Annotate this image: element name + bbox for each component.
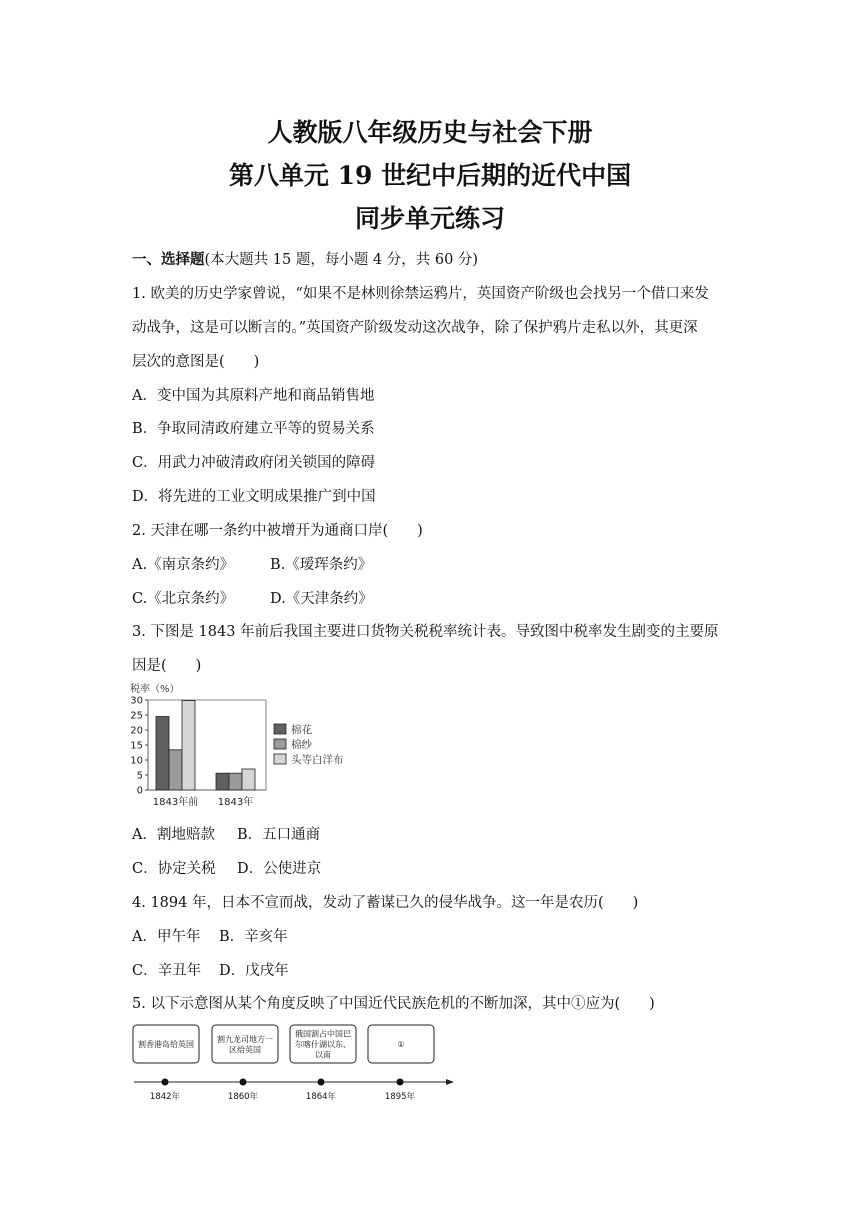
chart-bar — [229, 773, 242, 790]
q3-option-c: C．协定关税 — [132, 861, 216, 877]
tariff-bar-chart — [128, 680, 352, 812]
q3-option-a: A．割地赔款 — [132, 827, 215, 843]
timeline-event-text: 区给英国 — [229, 1045, 261, 1055]
chart-y-tick-label: 25 — [130, 710, 143, 722]
q2-option-c: C.《北京条约》 — [132, 591, 235, 607]
chart-legend-label: 头等白洋布 — [291, 754, 344, 766]
doc-title-line2: 第八单元 19 世纪中后期的近代中国 — [228, 161, 632, 190]
q2-option-a: A.《南京条约》 — [132, 557, 235, 573]
chart-y-tick-label: 0 — [136, 785, 143, 797]
chart-bar — [242, 769, 255, 790]
timeline-event-box — [212, 1025, 278, 1063]
chart-x-tick-label: 1843年 — [217, 797, 254, 808]
chart-y-tick-label: 15 — [130, 740, 143, 752]
q3-option-d: D．公使进京 — [237, 861, 322, 877]
chart-y-tick-label: 20 — [130, 725, 143, 737]
q5-stem: 5. 以下示意图从某个角度反映了中国近代民族危机的不断加深，其中①应为( ) — [132, 996, 655, 1012]
q3-stem-line2: 因是( ) — [132, 658, 202, 674]
q4-option-c: C．辛丑年 — [132, 963, 202, 979]
chart-y-tick-label: 30 — [130, 695, 143, 707]
q1-stem-line1: 1. 欧美的历史学家曾说，“如果不是林则徐禁运鸦片，英国资产阶级也会找另一个借口来发 — [132, 286, 709, 302]
chart-bar — [156, 717, 169, 791]
chart-y-tick-label: 5 — [136, 770, 143, 782]
timeline-event-text: 割九龙司地方一 — [217, 1034, 273, 1044]
chart-bar — [169, 750, 182, 790]
q4-option-b: B．辛亥年 — [219, 929, 288, 945]
doc-title-line1: 人教版八年级历史与社会下册 — [267, 118, 593, 147]
chart-ylabel: 税率（%） — [130, 684, 180, 695]
timeline-event-text: 以南 — [315, 1050, 331, 1060]
q4-option-d: D．戊戌年 — [219, 963, 289, 979]
chart-bar — [182, 701, 195, 790]
q1-stem-line3: 层次的意图是( ) — [132, 354, 260, 370]
q2-stem: 2. 天津在哪一条约中被增开为通商口岸( ) — [132, 523, 423, 539]
chart-x-tick-label: 1843年前 — [152, 797, 199, 808]
timeline-event-text: 俄国割占中国巴 — [295, 1029, 351, 1039]
section-heading-note: (本大题共 15 题，每小题 4 分，共 60 分) — [204, 252, 479, 268]
timeline-dot — [162, 1079, 169, 1086]
q4-stem: 4. 1894 年，日本不宣而战，发动了蓄谋已久的侵华战争。这一年是农历( ) — [132, 895, 639, 911]
timeline-arrow — [446, 1079, 454, 1085]
timeline-year-label: 1895年 — [384, 1092, 416, 1102]
chart-legend-swatch — [274, 724, 286, 734]
timeline-event-text: ① — [397, 1040, 405, 1049]
q1-stem-line2: 动战争，这是可以断言的。”英国资产阶级发动这次战争，除了保护鸦片走私以外，其更深 — [132, 320, 698, 336]
chart-y-tick-label: 10 — [130, 755, 143, 767]
q1-option-a: A．变中国为其原料产地和商品销售地 — [132, 388, 375, 404]
timeline-event-text: 割香港岛给英国 — [138, 1040, 194, 1049]
q4-option-a: A．甲午年 — [132, 929, 201, 945]
q1-option-c: C．用武力冲破清政府闭关锁国的障碍 — [132, 455, 376, 471]
timeline-event-text: 尔喀什湖以东、 — [295, 1040, 351, 1049]
timeline-dot — [240, 1079, 247, 1086]
doc-title-line3: 同步单元练习 — [354, 204, 505, 233]
chart-legend-label: 棉花 — [291, 724, 312, 736]
chart-legend-swatch — [274, 739, 286, 749]
section-heading — [132, 248, 478, 269]
q2-option-d: D.《天津条约》 — [270, 591, 373, 607]
timeline-dot — [397, 1079, 404, 1086]
q1-option-b: B．争取同清政府建立平等的贸易关系 — [132, 421, 375, 437]
section-heading-label: 一、选择题 — [132, 251, 205, 268]
timeline-year-label: 1842年 — [149, 1092, 181, 1102]
chart-bar — [216, 773, 229, 790]
timeline-year-label: 1864年 — [305, 1092, 337, 1102]
q3-stem-line1: 3. 下图是 1843 年前后我国主要进口货物关税税率统计表。导致图中税率发生剧变的主要原 — [132, 624, 719, 640]
chart-legend-swatch — [274, 754, 286, 764]
timeline-year-label: 1860年 — [227, 1092, 259, 1102]
chart-legend-label: 棉纱 — [291, 739, 312, 751]
timeline-dot — [318, 1079, 325, 1086]
q1-option-d: D．将先进的工业文明成果推广到中国 — [132, 489, 376, 505]
q2-option-b: B.《瑷珲条约》 — [270, 557, 373, 573]
q3-option-b: B．五口通商 — [237, 827, 321, 843]
q5-timeline-diagram — [128, 1020, 458, 1104]
